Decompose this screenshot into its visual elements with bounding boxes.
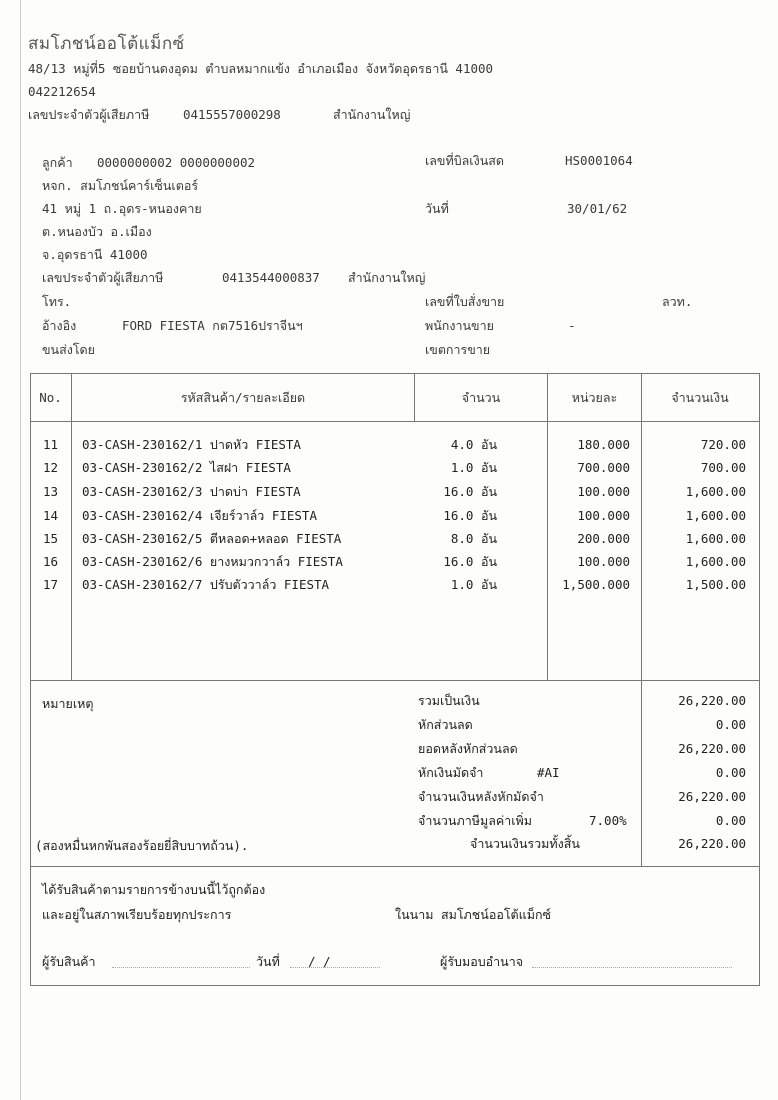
row-amount: 720.00 (700, 437, 746, 452)
grand-total-value: 26,220.00 (678, 836, 746, 851)
row-no: 15 (42, 531, 59, 546)
customer-ref-value: FORD FIESTA กต7516ปราจีนฯ (122, 318, 303, 333)
col-divider-qty (547, 373, 548, 680)
row-no: 13 (42, 484, 59, 499)
customer-code: 0000000002 0000000002 (97, 155, 256, 170)
row-price: 200.000 (577, 531, 630, 546)
customer-tax-label: เลขประจำตัวผู้เสียภาษี (42, 270, 164, 285)
order-value: ลวท. (662, 294, 693, 309)
footer-line1: ได้รับสินค้าตามรายการข้างบนนี้ไว้ถูกต้อง (42, 882, 266, 897)
authorized-signature-line (532, 967, 732, 968)
header-amount: จำนวนเงิน (671, 390, 729, 405)
receiver-date-label: วันที่ (256, 954, 280, 969)
customer-ship-label: ขนส่งโดย (42, 342, 95, 357)
authorized-label: ผู้รับมอบอำนาจ (440, 954, 524, 969)
header-no: No. (39, 390, 62, 405)
customer-addr3: จ.อุดรธานี 41000 (42, 247, 148, 262)
row-amount: 700.00 (700, 460, 746, 475)
company-tax-id: 0415557000298 (183, 107, 281, 122)
vat-label: จำนวนภาษีมูลค่าเพิ่ม (418, 813, 532, 828)
col-divider-no (71, 373, 72, 680)
row-item: 03-CASH-230162/3 ปาดบ่า FIESTA (82, 484, 301, 499)
customer-name: หจก. สมโภชน์คาร์เซ็นเตอร์ (42, 178, 199, 193)
row-no: 12 (42, 460, 59, 475)
row-amount: 1,600.00 (685, 484, 746, 499)
order-label: เลขที่ใบสั่งขาย (425, 294, 505, 309)
header-qty: จำนวน (461, 390, 501, 405)
amount-in-words: (สองหมื่นหกพันสองร้อยยี่สิบบาทถ้วน). (35, 838, 249, 853)
customer-label: ลูกค้า (42, 155, 73, 170)
receiver-signature-line (112, 967, 250, 968)
deposit-code: #AI (537, 765, 560, 780)
grand-total-label: จำนวนเงินรวมทั้งสิ้น (470, 836, 580, 851)
row-no: 11 (42, 437, 59, 452)
row-no: 14 (42, 508, 59, 523)
receiver-label: ผู้รับสินค้า (42, 954, 96, 969)
after-deposit-value: 26,220.00 (678, 789, 746, 804)
after-discount-label: ยอดหลังหักส่วนลด (418, 741, 518, 756)
header-divider (30, 421, 759, 422)
footer-line2: และอยู่ในสภาพเรียบร้อยทุกประการ (42, 907, 232, 922)
row-qty: 1.0 อัน (450, 460, 497, 475)
row-item: 03-CASH-230162/5 ตีหลอด+หลอด FIESTA (82, 531, 342, 546)
date-label: วันที่ (425, 201, 449, 216)
row-no: 16 (42, 554, 59, 569)
row-qty: 16.0 อัน (443, 484, 497, 499)
discount-label: หักส่วนลด (418, 717, 473, 732)
customer-addr2: ต.หนองบัว อ.เมือง (42, 224, 152, 239)
area-label: เขตการขาย (425, 342, 491, 357)
bill-label: เลขที่บิลเงินสด (425, 153, 504, 168)
row-item: 03-CASH-230162/6 ยางหมวกวาล์ว FIESTA (82, 554, 343, 569)
row-amount: 1,600.00 (685, 508, 746, 523)
after-deposit-label: จำนวนเงินหลังหักมัดจำ (418, 789, 544, 804)
totals-bottom-divider (30, 866, 759, 867)
row-price: 100.000 (577, 484, 630, 499)
row-price: 100.000 (577, 554, 630, 569)
deposit-value: 0.00 (715, 765, 746, 780)
customer-tax-id: 0413544000837 (222, 270, 320, 285)
company-address: 48/13 หมู่ที่5 ซอยบ้านดงอุดม ตำบลหมากแข้ง อำเภอเมือง จังหวัดอุดรธานี 41000 (28, 61, 494, 76)
row-no: 17 (42, 577, 59, 592)
row-price: 100.000 (577, 508, 630, 523)
subtotal-value: 26,220.00 (678, 693, 746, 708)
company-branch: สำนักงานใหญ่ (333, 107, 411, 122)
remark-label: หมายเหตุ (42, 696, 94, 711)
row-item: 03-CASH-230162/1 ปาดหัว FIESTA (82, 437, 301, 452)
row-price: 180.000 (577, 437, 630, 452)
row-price: 1,500.000 (562, 577, 630, 592)
after-discount-value: 26,220.00 (678, 741, 746, 756)
deposit-label: หักเงินมัดจำ (418, 765, 484, 780)
vat-rate: 7.00% (589, 813, 627, 828)
items-bottom-divider (30, 680, 759, 681)
row-amount: 1,600.00 (685, 531, 746, 546)
row-qty: 16.0 อัน (443, 508, 497, 523)
company-tax-label: เลขประจำตัวผู้เสียภาษี (28, 107, 150, 122)
scan-edge (20, 0, 21, 1100)
sales-label: พนักงานขาย (425, 318, 494, 333)
row-qty: 1.0 อัน (450, 577, 497, 592)
row-amount: 1,500.00 (685, 577, 746, 592)
row-qty: 16.0 อัน (443, 554, 497, 569)
company-name: สมโภชน์ออโต้แม็กซ์ (28, 34, 185, 54)
discount-value: 0.00 (715, 717, 746, 732)
row-item: 03-CASH-230162/2 ไสฝา FIESTA (82, 460, 291, 475)
header-item: รหัสสินค้า/รายละเอียด (180, 390, 306, 405)
on-behalf: ในนาม สมโภชน์ออโต้แม็กซ์ (395, 907, 552, 922)
customer-addr1: 41 หมู่ 1 ถ.อุดร-หนองคาย (42, 201, 202, 216)
vat-value: 0.00 (715, 813, 746, 828)
bill-number: HS0001064 (565, 153, 633, 168)
row-price: 700.000 (577, 460, 630, 475)
customer-ref-label: อ้างอิง (42, 318, 77, 333)
customer-tel-label: โทร. (42, 294, 72, 309)
row-qty: 4.0 อัน (450, 437, 497, 452)
row-amount: 1,600.00 (685, 554, 746, 569)
row-item: 03-CASH-230162/4 เจียร์วาล์ว FIESTA (82, 508, 317, 523)
row-qty: 8.0 อัน (450, 531, 497, 546)
sales-value: - (568, 318, 576, 333)
customer-branch: สำนักงานใหญ่ (348, 270, 426, 285)
date-value: 30/01/62 (567, 201, 628, 216)
row-item: 03-CASH-230162/7 ปรับตัววาล์ว FIESTA (82, 577, 330, 592)
company-phone: 042212654 (28, 84, 96, 99)
receiver-date-line (290, 967, 380, 968)
header-unit-price: หน่วยละ (571, 390, 618, 405)
receiver-date-slashes: / / (308, 954, 331, 969)
subtotal-label: รวมเป็นเงิน (418, 693, 480, 708)
